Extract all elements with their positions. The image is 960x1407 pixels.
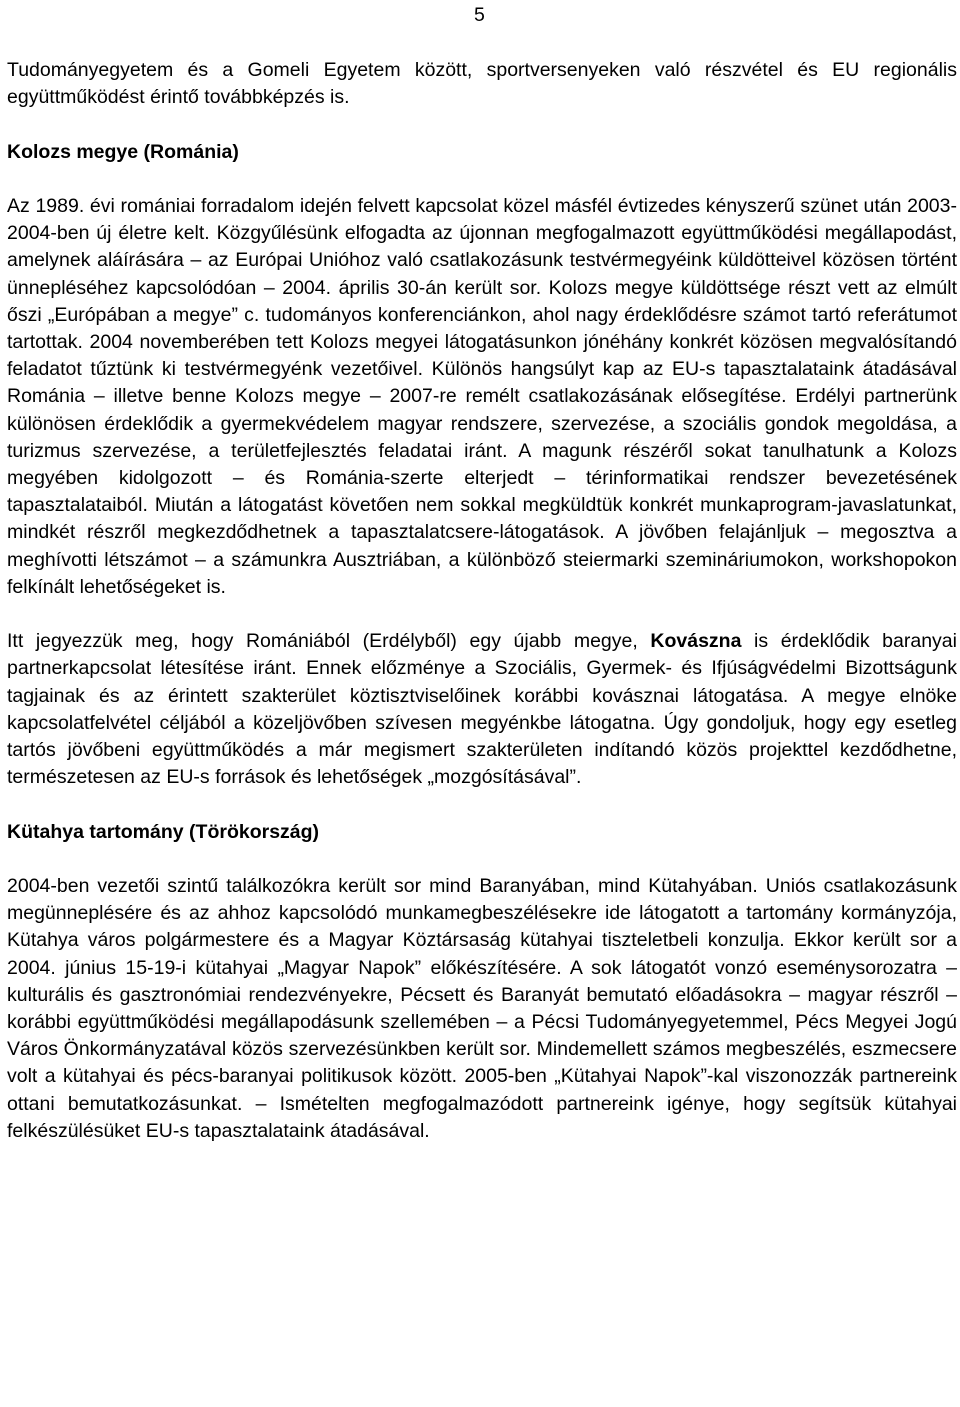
paragraph-intro: Tudományegyetem és a Gomeli Egyetem között, sportversenyeken való részvétel és EU regionális együttműködést érintő továbbképzés is. [7,59,957,109]
document-body [7,57,957,1145]
paragraph-kovaszna-rest: is érdeklődik baranyai partnerkapcsolat létesítése iránt. Ennek előzménye a Szociális, Gyermek- és Ifjúságvédelmi Bizottságunk tagjainak és az érintett szakterület köztisztviselőinek korábbi kovásznai látogatása. A megye elnöke kapcsolatfelvétel céljából a közeljövőben szívesen megyénkbe látogatna. Úgy gondoljuk, hogy egy esetleg tartós jövőbeni együttműködés a már megismert szakterületen indítandó közös projekttel kezdődhetne, természetesen az EU-s források és lehetőségek „mozgósításával”. [7,630,957,789]
section-heading-kolozs: Kolozs megye (Románia) [7,140,239,163]
kovaszna-bold: Kovászna [650,630,742,653]
section-heading-kutahya: Kütahya tartomány (Törökország) [7,820,320,843]
page-number: 5 [474,4,485,26]
paragraph-kutahya: 2004-ben vezetői szintű találkozókra került sor mind Baranyában, mind Kütahyában. Uniós csatlakozásunk megünneplésére és az ahhoz kapcsolódó munkamegbeszélésekre ide látogatott a tartomány kormányzója, Kütahya város polgármestere és a Magyar Köztársaság kütahyai tiszteletbeli konzulja. Ekkor került sor a 2004. június 15-19-i kütahyai „Magyar Napok” előkészítésére. A sok látogatót vonzó eseménysorozatra – kulturális és gasztronómiai rendezvényekre, Pécsett és Baranyát bemutató előadásokra – magyar részről – korábbi együttműködési megállapodásunk szellemében – a Pécsi Tudományegyetemmel, Pécs Megyei Jogú Város Önkormányzatával közös szervezésünkben került sor. Mindemellett számos megbeszélés, eszmecsere volt a kütahyai és pécs-baranyai politikusok között. 2005-ben „Kütahyai Napok”-kal viszonozzák partnereink ottani bemutatkozásunkat. – Ismételten megfogalmazódott partnereink igénye, hogy segítsük kütahyai felkészülésüket EU-s tapasztalataink átadásával. [7,875,957,1142]
paragraph-kovaszna-lead: Itt jegyezzük meg, hogy Romániából (Erdélyből) egy újabb megye, [7,630,651,653]
paragraph-kolozs: Az 1989. évi romániai forradalom idején felvett kapcsolat közel másfél évtizedes kényszerű szünet után 2003-2004-ben új életre kelt. Közgyűlésünk elfogadta az újonnan megfogalmazott együttműködési megállapodást, amelynek aláírására – az Európai Unióhoz való csatlakozásunk testvérmegyéink küldötteivel közösen történt ünnepléséhez kapcsolódóan – 2004. április 30-án került sor. Kolozs megye küldöttsége részt vett az elmúlt őszi „Európában a megye” c. tudományos konferenciánkon, ahol nagy érdeklődésre számot tartó referátumot tartottak. 2004 novemberében tett Kolozs megyei látogatásunkon jónéhány konkrét közösen megvalósítandó feladatot tűztünk ki testvérmegyénk vezetőivel. Különös hangsúlyt kap az EU-s tapasztalataink átadásával Románia – illetve benne Kolozs megye – 2007-re remélt csatlakozásának elősegítése. Erdélyi partnerünk különösen érdeklődik a gyermekvédelem magyar rendszere, szervezése, a szociális gondok megoldása, a turizmus szervezése, a területfejlesztés feladatai iránt. A magunk részéről sokat tanulhatunk a Kolozs megyében kidolgozott – és Románia-szerte elterjedt – térinformatikai rendszer bevezetésének tapasztalataiból. Miután a látogatást követően nem sokkal megküldtük konkrét munkaprogram-javaslatunkat, mindkét részről megkezdődhetnek a tapasztalatcsere-látogatások. A jövőben felajánljuk – megosztva a meghívotti létszámot – a számunkra Ausztriában, a különböző steiermarki szemináriumokon, workshopokon felkínált lehetőségeket is. [7,194,957,598]
paragraph-kovaszna [7,628,957,791]
